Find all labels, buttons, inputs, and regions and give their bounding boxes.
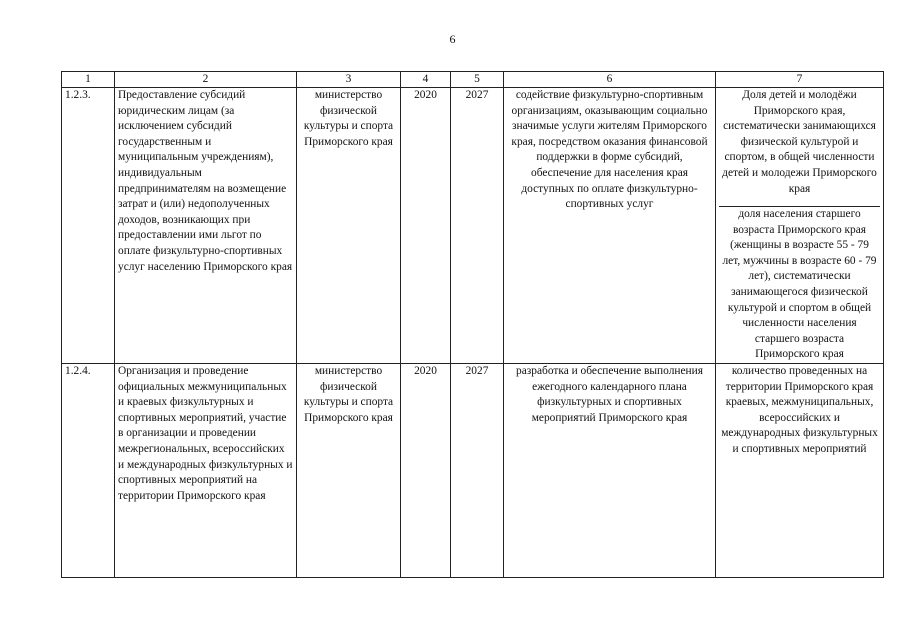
executor: министерство физической культуры и спорта Приморского края — [297, 363, 401, 577]
table-row — [62, 363, 884, 577]
program-table — [61, 71, 884, 578]
column-header: 3 — [297, 72, 401, 88]
end-year: 2027 — [451, 363, 504, 577]
measure-name: Предоставление субсидий юридическим лицам (за исключением субсидий государственным и муниципальным учреждениям), индивидуальным предпринимателям на возмещение затрат и (или) недополученных доходов, возникающих при предоставлении ими льгот по оплате физкультурно-спортивных услуг населению Приморского края — [115, 88, 297, 364]
row-number: 1.2.3. — [62, 88, 115, 364]
column-header: 5 — [451, 72, 504, 88]
executor: министерство физической культуры и спорта Приморского края — [297, 88, 401, 364]
start-year: 2020 — [401, 363, 451, 577]
indicators-cell — [716, 88, 884, 364]
indicator: Доля детей и молодёжи Приморского края, систематически занимающихся физической культурой и спортом, в общей численности детей и молодежи Приморского края — [722, 89, 877, 195]
column-header: 2 — [115, 72, 297, 88]
row-number: 1.2.4. — [62, 363, 115, 577]
expected-result: разработка и обеспечение выполнения ежегодного календарного плана физкультурных и спортивных мероприятий Приморского края — [504, 363, 716, 577]
header-row — [62, 72, 884, 88]
indicator: доля населения старшего возраста Приморского края (женщины в возрасте 55 - 79 лет, мужчины в возрасте 60 - 79 лет), систематически занимающегося физической культурой и спортом в общей численности населения старшего возраста Приморского края — [719, 206, 880, 363]
column-header: 6 — [504, 72, 716, 88]
column-header: 1 — [62, 72, 115, 88]
page-number: 6 — [449, 32, 456, 46]
measure-name: Организация и проведение официальных межмуниципальных и краевых физкультурных и спортивных мероприятий, участие в организации и проведении межрегиональных, всероссийских и международных физкультурных и спортивных мероприятий на территории Приморского края — [115, 363, 297, 577]
expected-result: содействие физкультурно-спортивным организациям, оказывающим социально значимые услуги жителям Приморского края, посредством оказания финансовой поддержки в форме субсидий, обеспечение для населения края доступных по оплате физкультурно-спортивных услуг — [504, 88, 716, 364]
column-header: 7 — [716, 72, 884, 88]
indicator: количество проведенных на территории Приморского края краевых, межмуниципальных, всероссийских и международных физкультурных и спортивных мероприятий — [716, 363, 884, 577]
start-year: 2020 — [401, 88, 451, 364]
end-year: 2027 — [451, 88, 504, 364]
column-header: 4 — [401, 72, 451, 88]
table-row — [62, 88, 884, 364]
